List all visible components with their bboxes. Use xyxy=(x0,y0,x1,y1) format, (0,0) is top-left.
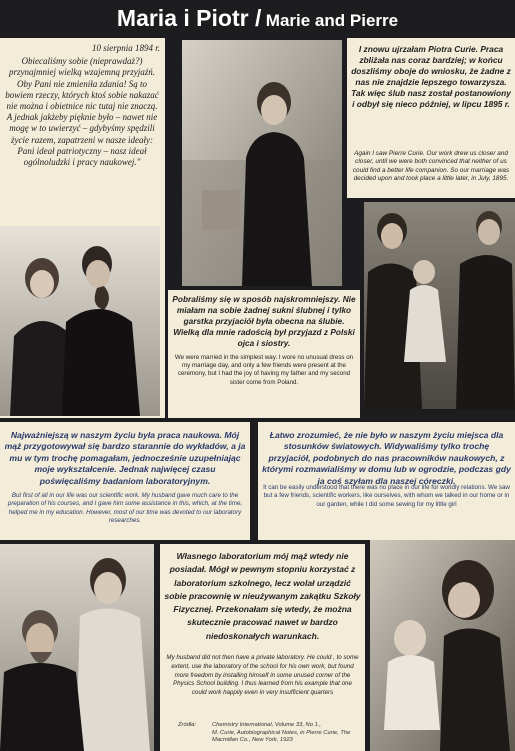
source-citation xyxy=(178,722,363,745)
marie-with-daughter-photo xyxy=(370,540,515,751)
marriage-decision-english: Again I saw Pierre Curie. Our work drew us closer and closer, until we were both convinced that neither of us could find a better life companion. So our marriage was decided upon and took place a little later, in July, 1895. xyxy=(352,150,510,183)
source-label: Źródła: xyxy=(178,722,197,728)
wedding-polish: Pobraliśmy się w sposób najskromniejszy. Nie miałam na sobie żadnej sukni ślubnej i tylko garstka przyjaciół była obecna na ślubie. Wielką dla mnie radością był przyjazd z Polski ojca i siostry. xyxy=(172,294,356,348)
laboratory-english: My husband did not then have a private laboratory. He could , to some extent, use the laboratory of the school for his own work, but found more freedom by installing himself in some unused corner of the Physics School building. I thus learned from his example that one could work happily even in very insufficient quarters xyxy=(166,654,359,697)
curie-portrait-pair-photo xyxy=(0,544,154,751)
curie-family-photo xyxy=(364,202,515,409)
letter-text: Obiecaliśmy sobie (nieprawdaż?) przynajmniej wielką wzajemną przyjaźń. Oby Pani nie zmieniła zdania! Są to bowiem rzeczy, których ktoś sobie nakazać nie można i obietnice nic tutaj nie znaczą. A jednak jakżeby pięknie było – nawet nie mogę w to uwierzyć – gdybyśmy spędzili życie razem, zapatrzeni w nasze ideały: Pani ideał patriotyczny – nasz ideał ogólnoludzki i pracy naukowej." xyxy=(5,56,159,168)
source-line3: Macmillan Co., New York, 1923 xyxy=(212,737,293,744)
wedding-english: We were married in the simplest way. I wore no unusual dress on my marriage day, and only a few friends were present at the ceremony, but I had the joy of having my father and my second sister come from Poland. xyxy=(174,354,354,386)
exhibit-title xyxy=(0,0,515,36)
marriage-decision-polish: I znowu ujrzałam Piotra Curie. Praca zbliżała nas coraz bardziej; w końcu doszliśmy oboje do wniosku, że żadne z nas nie znajdzie lepszego towarzysza. Tak więc ślub nasz został postanowiony i odbył się nieco później, w lipcu 1895 r. xyxy=(351,44,511,109)
scientific-work-panel xyxy=(0,422,250,540)
source-line2: M. Curie, Autobiographical Notes, in Pierre Curie, The xyxy=(212,729,351,736)
source-line1: Chemistry International, Volume 33, No 1., xyxy=(212,722,322,728)
curie-couple-portrait-photo xyxy=(0,226,160,416)
worldly-relations-panel xyxy=(258,422,515,540)
worldly-english: It can be easily understood that there was no place in our life for worldly relations. We saw but a few friends, scientific workers, like ourselves, with whom we talked in our home or in our garden, while I did some sewing for my little girl xyxy=(263,484,510,508)
laboratory-polish: Własnego laboratorium mój mąż wtedy nie posiadał. Mógł w pewnym stopniu korzystać z laboratorium szkolnego, lecz wolał urządzić sobie pracownię w nieużywanym zakątku Szkoły Fizycznej. Przekonałam się wtedy, że można skutecznie pracować nawet w bardzo niedoskonałych warunkach. xyxy=(164,551,361,641)
letter-date: 10 sierpnia 1894 r. xyxy=(91,43,160,53)
laboratory-panel xyxy=(160,544,365,751)
work-polish: Najważniejszą w naszym życiu była praca naukowa. Mój mąż przygotowywał się bardzo starannie do wykładów, a ja mu w tym trochę pomagałam, jednocześnie uzupełniając moje wykształcenie. Jednak najwięcej czasu poświęcaliśmy badaniom laboratoryjnym. xyxy=(4,430,246,486)
wedding-panel xyxy=(168,290,360,418)
worldly-polish: Łatwo zrozumieć, że nie było w naszym życiu miejsca dla stosunków światowych. Widywaliśmy tylko trochę przyjaciół, podobnych do nas pracowników naukowych, z którymi rozmawialiśmy w domu lub w ogrodzie, podczas gdy ja coś szyłam dla naszej córeczki. xyxy=(262,430,511,486)
marriage-decision-panel xyxy=(347,38,515,198)
title-english: Marie and Pierre xyxy=(265,11,399,30)
work-english: But first of all in our life was our scientific work. My husband gave much care to the preparation of his courses, and I gave him some assistance in this, which, at the time, helped me in my education. However, most of our time was devoted to our laboratory researches. xyxy=(7,492,243,524)
marie-standing-photo xyxy=(182,40,342,286)
title-polish: Maria i Piotr / xyxy=(116,5,262,31)
